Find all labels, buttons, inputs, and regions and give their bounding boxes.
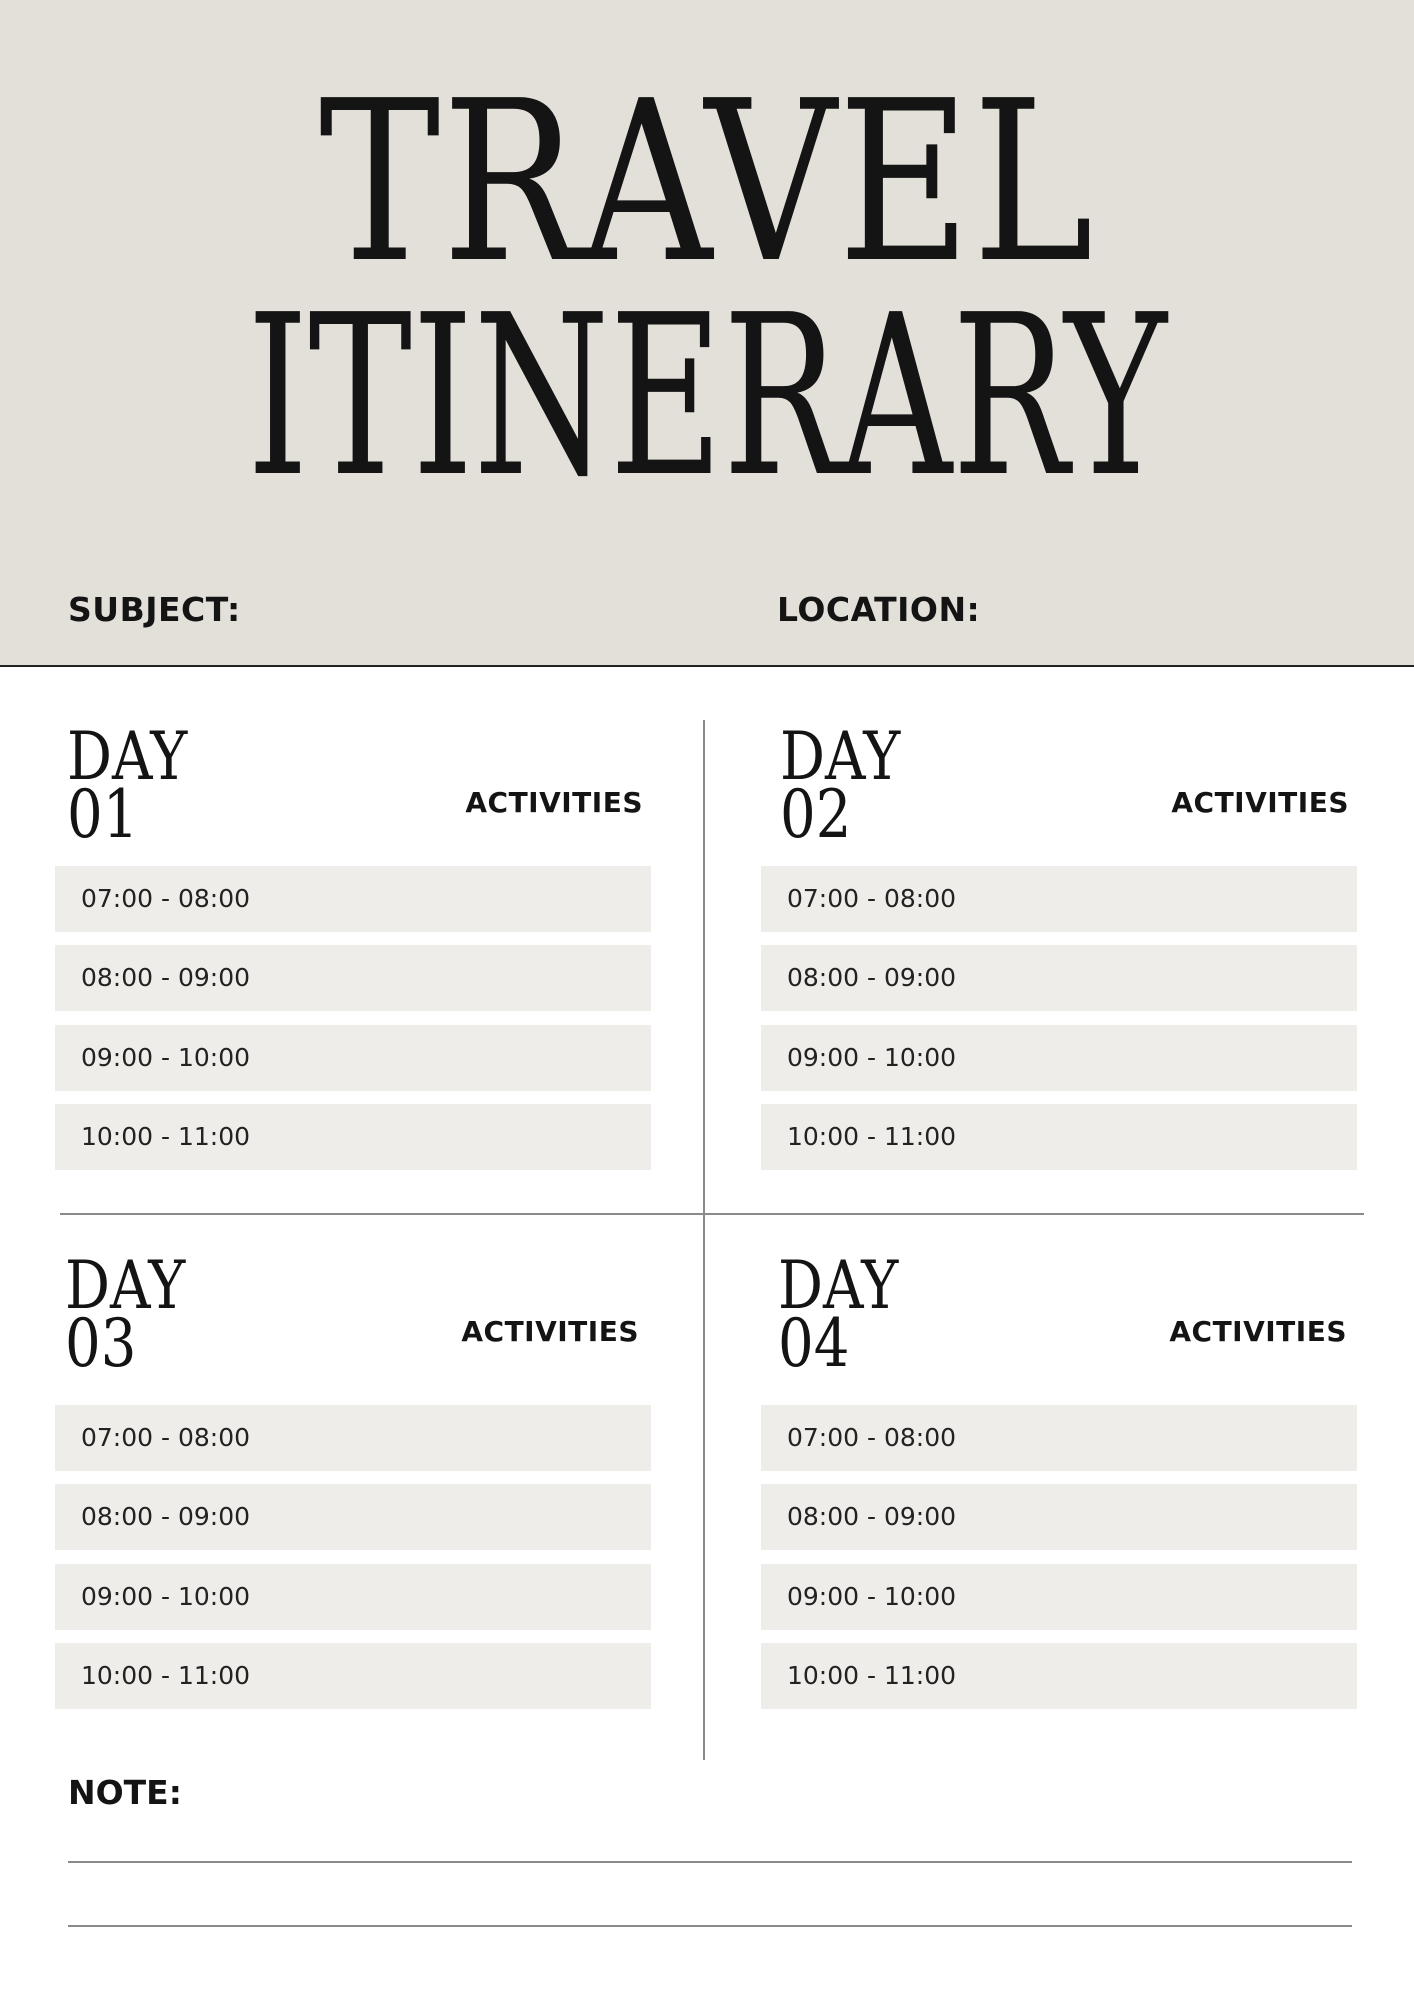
note-label: NOTE: xyxy=(68,1773,182,1812)
time-slot[interactable]: 09:00 - 10:00 xyxy=(55,1025,651,1091)
time-slot[interactable]: 10:00 - 11:00 xyxy=(761,1104,1357,1170)
activities-label: ACTIVITIES xyxy=(1169,1315,1347,1348)
day-heading xyxy=(778,1247,899,1382)
day-number: 03 xyxy=(65,1305,137,1382)
location-label: LOCATION: xyxy=(777,590,981,629)
time-slot[interactable]: 08:00 - 09:00 xyxy=(761,1484,1357,1550)
time-slot[interactable]: 10:00 - 11:00 xyxy=(761,1643,1357,1709)
day-number: 04 xyxy=(778,1305,850,1382)
day-word: DAY xyxy=(780,718,901,795)
note-line[interactable] xyxy=(68,1925,1352,1927)
day-word: DAY xyxy=(778,1247,899,1324)
time-slot[interactable]: 09:00 - 10:00 xyxy=(55,1564,651,1630)
time-slot[interactable]: 07:00 - 08:00 xyxy=(761,866,1357,932)
title-travel: TRAVEL xyxy=(319,54,1095,312)
day-word: DAY xyxy=(67,718,188,795)
activities-label: ACTIVITIES xyxy=(465,786,643,819)
time-slot[interactable]: 10:00 - 11:00 xyxy=(55,1643,651,1709)
activities-label: ACTIVITIES xyxy=(1171,786,1349,819)
day-word: DAY xyxy=(65,1247,186,1324)
subject-label: SUBJECT: xyxy=(68,590,241,629)
time-slot[interactable]: 07:00 - 08:00 xyxy=(55,1405,651,1471)
time-slot[interactable]: 08:00 - 09:00 xyxy=(55,1484,651,1550)
time-slot[interactable]: 09:00 - 10:00 xyxy=(761,1564,1357,1630)
horizontal-divider xyxy=(60,1213,1364,1215)
time-slot[interactable]: 10:00 - 11:00 xyxy=(55,1104,651,1170)
time-slot[interactable]: 08:00 - 09:00 xyxy=(55,945,651,1011)
note-line[interactable] xyxy=(68,1861,1352,1863)
day-heading xyxy=(780,718,901,853)
time-slot[interactable]: 07:00 - 08:00 xyxy=(55,866,651,932)
activities-label: ACTIVITIES xyxy=(461,1315,639,1348)
title-itinerary: ITINERARY xyxy=(247,268,1167,526)
day-heading xyxy=(65,1247,186,1382)
time-slot[interactable]: 07:00 - 08:00 xyxy=(761,1405,1357,1471)
day-number: 02 xyxy=(780,776,852,853)
day-number: 01 xyxy=(67,776,139,853)
day-heading xyxy=(67,718,188,853)
time-slot[interactable]: 09:00 - 10:00 xyxy=(761,1025,1357,1091)
vertical-divider xyxy=(703,720,705,1760)
header-banner xyxy=(0,0,1414,667)
time-slot[interactable]: 08:00 - 09:00 xyxy=(761,945,1357,1011)
